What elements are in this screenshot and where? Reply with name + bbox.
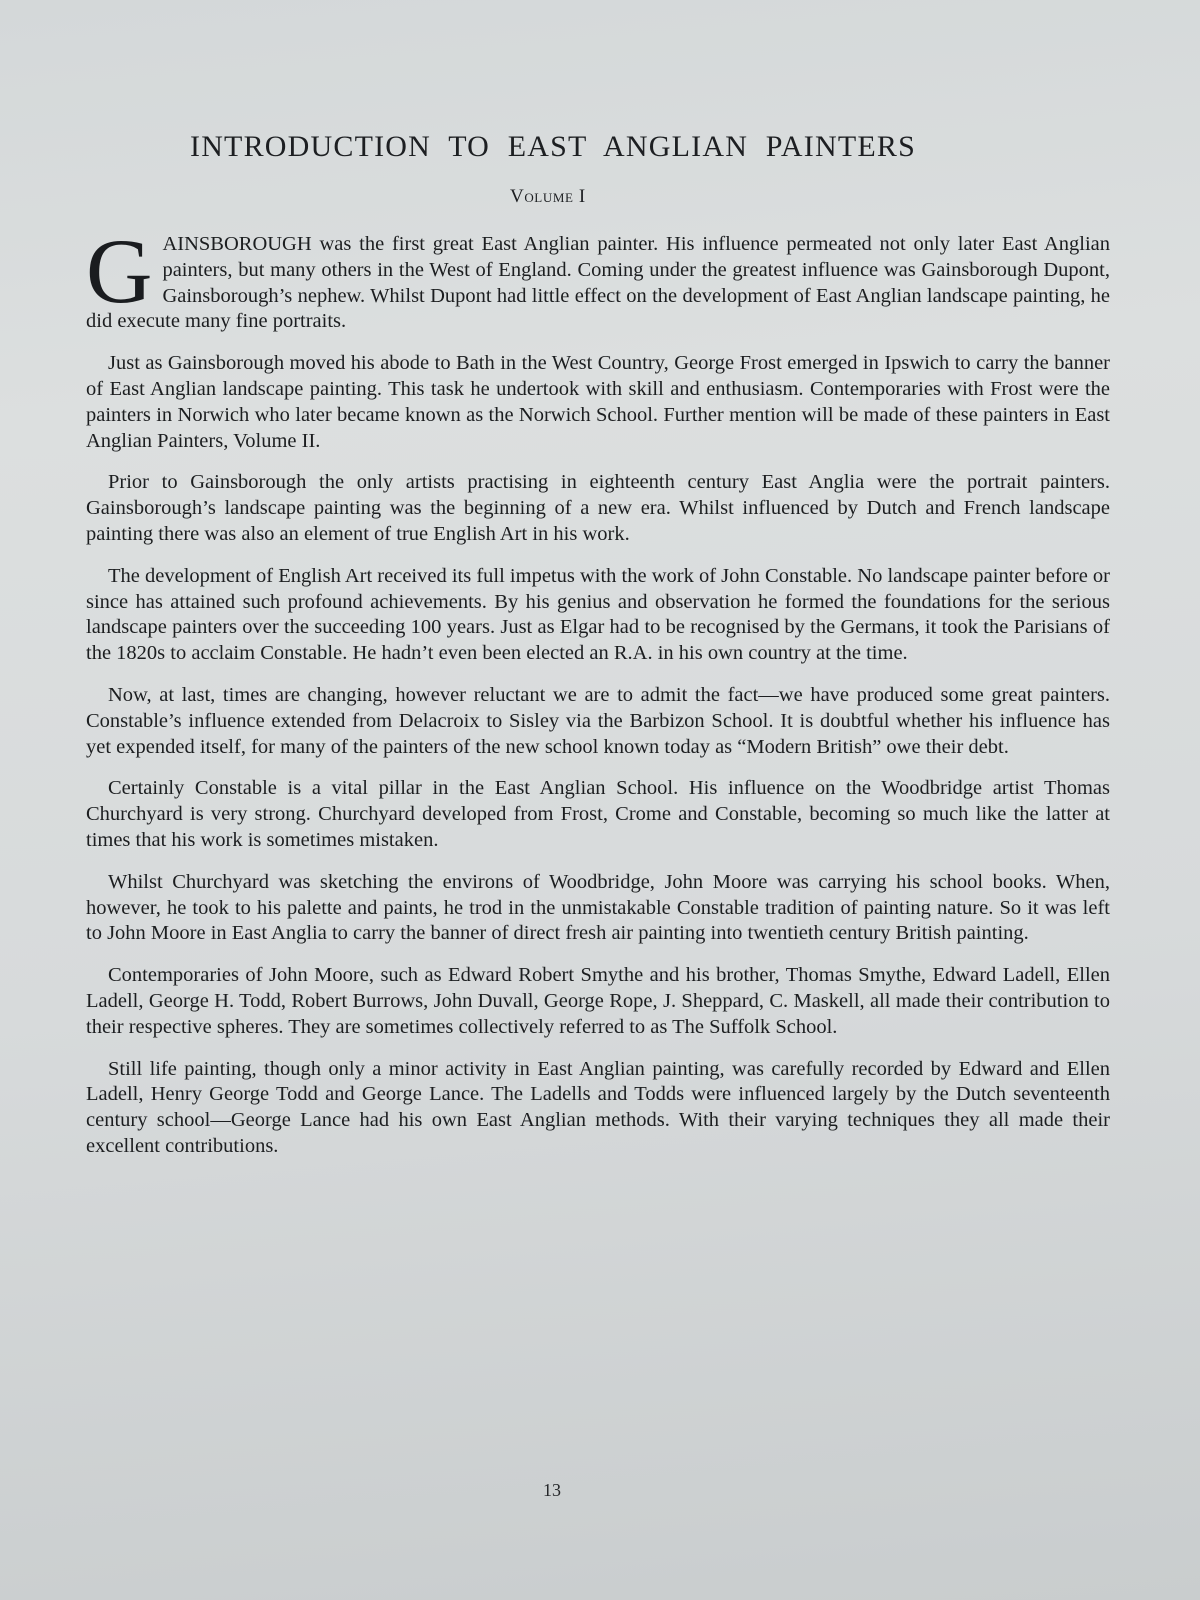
- paragraph-7: Whilst Churchyard was sketching the environs of Woodbridge, John Moore was carrying his school books. When, however, he took to his palette and paints, he trod in the unmistakable Constable tradition of painting nature. So it was left to John Moore in East Anglia to carry the banner of direct fresh air painting into twentieth century British painting.: [86, 870, 1110, 945]
- paragraph-4: The development of English Art received its full impetus with the work of John Constable. No landscape painter before or since has attained such profound achievements. By his genius and observation he formed the foundations for the serious landscape painters over the succeeding 100 years. Just as Elgar had to be recognised by the Germans, it took the Parisians of the 1820s to acclaim Constable. He hadn’t even been elected an R.A. in his own country at the time.: [86, 564, 1110, 665]
- paragraph-1: [86, 220, 1110, 335]
- body-text: [86, 220, 1110, 1160]
- page-number: 13: [543, 1480, 561, 1500]
- paragraph-6: Certainly Constable is a vital pillar in the East Anglian School. His influence on the Woodbridge artist Thomas Churchyard is very strong. Churchyard developed from Frost, Crome and Constable, becoming so much like the latter at times that his work is sometimes mistaken.: [86, 777, 1110, 851]
- volume-subtitle: Volume I: [510, 186, 586, 207]
- paragraph-9: Still life painting, though only a minor activity in East Anglian painting, was carefully recorded by Edward and Ellen Ladell, Henry George Todd and George Lance. The Ladells and Todds were influenced largely by the Dutch seventeenth century school—George Lance had his own East Anglian methods. With their varying techniques they all made their excellent contributions.: [86, 1057, 1110, 1157]
- paragraph-5: Now, at last, times are changing, however reluctant we are to admit the fact—we have produced some great painters. Constable’s influence extended from Delacroix to Sisley via the Barbizon School. It is doubtful whether his influence has yet expended itself, for many of the painters of the new school known today as “Modern British” owe their debt.: [86, 683, 1110, 758]
- paragraph-text: AINSBOROUGH was the first great East Anglian painter. His influence permeated not only later East Anglian painters, but many others in the West of England. Coming under the greatest influence was Gainsborough Dupont, Gainsborough’s nephew. Whilst Dupont had little effect on the development of East Anglian landscape painting, he did execute many fine portraits.: [86, 233, 1110, 333]
- paragraph-8: Contemporaries of John Moore, such as Edward Robert Smythe and his brother, Thomas Smythe, Edward Ladell, Ellen Ladell, George H. Todd, Robert Burrows, John Duvall, George Rope, J. Sheppard, C. Maskell, all made their contribution to their respective spheres. They are sometimes collectively referred to as The Suffolk School.: [86, 964, 1110, 1038]
- book-page: [86, 130, 1110, 1176]
- drop-cap: G: [86, 220, 153, 322]
- page-title: INTRODUCTION TO EAST ANGLIAN PAINTERS: [190, 130, 916, 163]
- paragraph-3: Prior to Gainsborough the only artists practising in eighteenth century East Anglia were the portrait painters. Gainsborough’s landscape painting was the beginning of a new era. Whilst influenced by Dutch and French landscape painting there was also an element of true English Art in his work.: [86, 471, 1110, 545]
- paragraph-2: Just as Gainsborough moved his abode to Bath in the West Country, George Frost emerged in Ipswich to carry the banner of East Anglian landscape painting. This task he undertook with skill and enthusiasm. Contemporaries with Frost were the painters in Norwich who later became known as the Norwich School. Further mention will be made of these painters in East Anglian Painters, Volume II.: [86, 352, 1110, 452]
